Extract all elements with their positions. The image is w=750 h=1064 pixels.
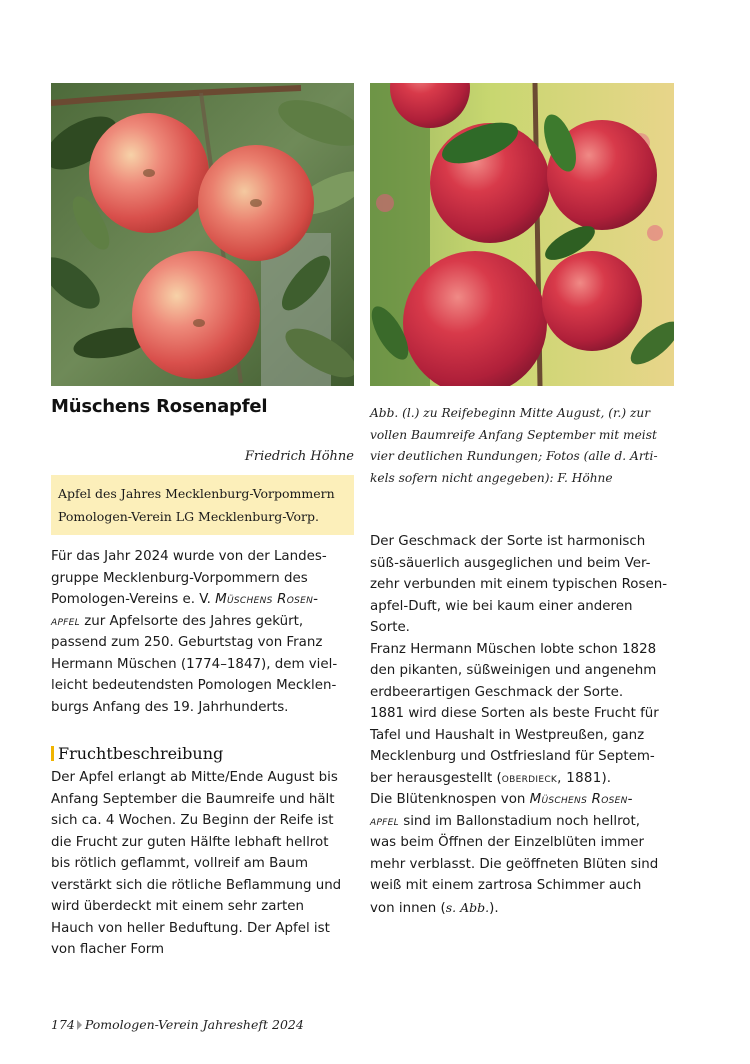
- section-heading-text: Fruchtbeschreibung: [58, 744, 224, 763]
- text-line: verstärkt sich die rötliche Beflammung und: [51, 877, 342, 893]
- text-line: den pikanten, süßweinigen und angenehm: [370, 663, 657, 678]
- caption-line: Abb. (l.) zu Reifebeginn Mitte August, (r.) zur: [370, 406, 651, 420]
- text-line: passend zum 250. Geburtstag von Franz: [51, 635, 323, 650]
- citation: oberdieck, 1881: [501, 770, 602, 786]
- right-column-text: [370, 531, 675, 919]
- highlight-line: Apfel des Jahres Mecklenburg-Vorpommern: [58, 486, 335, 501]
- apple-photo-right: [370, 83, 674, 386]
- text-line: 1881 wird diese Sorten als beste Frucht für: [370, 706, 659, 721]
- figure-reference: s. Abb.: [445, 899, 490, 915]
- text-line: Franz Hermann Müschen lobte schon 1828: [370, 641, 657, 657]
- caption-line: vier deutlichen Rundungen; Fotos (alle d. Arti-: [370, 449, 658, 463]
- text-line: burgs Anfang des 19. Jahrhunderts.: [51, 699, 289, 715]
- page-number: 174: [51, 1017, 75, 1032]
- text-line: bis rötlich geflammt, vollreif am Baum: [51, 856, 309, 871]
- text-line: leicht bedeutendsten Pomologen Mecklen-: [51, 678, 337, 693]
- text-line: Hermann Müschen (1774–1847), dem viel-: [51, 656, 338, 672]
- text-line: Hauch von heller Beduftung. Der Apfel ist: [51, 920, 330, 936]
- section-heading: [51, 744, 223, 763]
- text-line: Tafel und Haushalt in Westpreußen, ganz: [370, 727, 645, 743]
- apple-photo-left: [51, 83, 354, 386]
- text-line: wird überdeckt mit einem sehr zarten: [51, 899, 304, 914]
- photo-caption: [370, 403, 675, 489]
- heading-marker: [51, 746, 54, 761]
- text-line: von flacher Form: [51, 942, 165, 957]
- description-paragraph: [51, 767, 356, 961]
- text-line: Der Geschmack der Sorte ist harmonisch: [370, 534, 646, 549]
- text-line: apfel-Duft, wie bei kaum einer anderen: [370, 598, 633, 614]
- variety-name: apfel: [51, 613, 80, 629]
- text-line: zehr verbunden mit einem typischen Rosen-: [370, 577, 668, 592]
- text-line: süß-säuerlich ausgeglichen und beim Ver-: [370, 555, 651, 571]
- text-line: mehr verblasst. Die geöffneten Blüten sind: [370, 856, 659, 872]
- text-line: ber herausgestellt (oberdieck, 1881).: [370, 770, 612, 786]
- text-line: Anfang September die Baumreife und hält: [51, 791, 335, 807]
- author-name: Friedrich Höhne: [244, 449, 354, 464]
- text-line: apfel sind im Ballonstadium noch hellrot,: [370, 813, 640, 829]
- intro-paragraph: [51, 546, 356, 718]
- caption-line: kels sofern nicht angegeben): F. Höhne: [370, 470, 613, 485]
- text-line: von innen (s. Abb.).: [370, 899, 499, 916]
- text-line: sich ca. 4 Wochen. Zu Beginn der Reife ist: [51, 813, 334, 828]
- journal-name: Pomologen-Verein Jahresheft 2024: [84, 1017, 304, 1032]
- triangle-icon: [77, 1020, 82, 1030]
- variety-name: Müschens Rosen-: [215, 592, 319, 607]
- variety-name: apfel: [370, 813, 399, 829]
- page-footer: [51, 1017, 304, 1032]
- variety-name: Müschens Rosen-: [529, 792, 633, 807]
- text-line: Sorte.: [370, 620, 410, 635]
- text-line: Mecklenburg und Ostfriesland für Septem-: [370, 749, 655, 764]
- text-line: gruppe Mecklenburg-Vorpommern des: [51, 570, 308, 586]
- text-line: apfel zur Apfelsorte des Jahres gekürt,: [51, 613, 304, 629]
- article-title: Müschens Rosenapfel: [51, 396, 268, 417]
- text-line: die Frucht zur guten Hälfte lebhaft hellrot: [51, 834, 329, 850]
- text-line: Der Apfel erlangt ab Mitte/Ende August bis: [51, 770, 338, 785]
- text-line: Pomologen-Vereins e. V. Müschens Rosen-: [51, 592, 319, 607]
- apple-of-the-year-box: [51, 475, 354, 535]
- highlight-line: Pomologen-Verein LG Mecklenburg-Vorp.: [58, 509, 319, 524]
- text-line: erdbeerartigen Geschmack der Sorte.: [370, 684, 624, 700]
- text-line: weiß mit einem zartrosa Schimmer auch: [370, 878, 642, 893]
- text-line: Die Blütenknospen von Müschens Rosen-: [370, 792, 633, 807]
- text-line: Für das Jahr 2024 wurde von der Landes-: [51, 549, 327, 564]
- caption-line: vollen Baumreife Anfang September mit meist: [370, 427, 657, 442]
- text-line: was beim Öffnen der Einzelblüten immer: [370, 835, 645, 850]
